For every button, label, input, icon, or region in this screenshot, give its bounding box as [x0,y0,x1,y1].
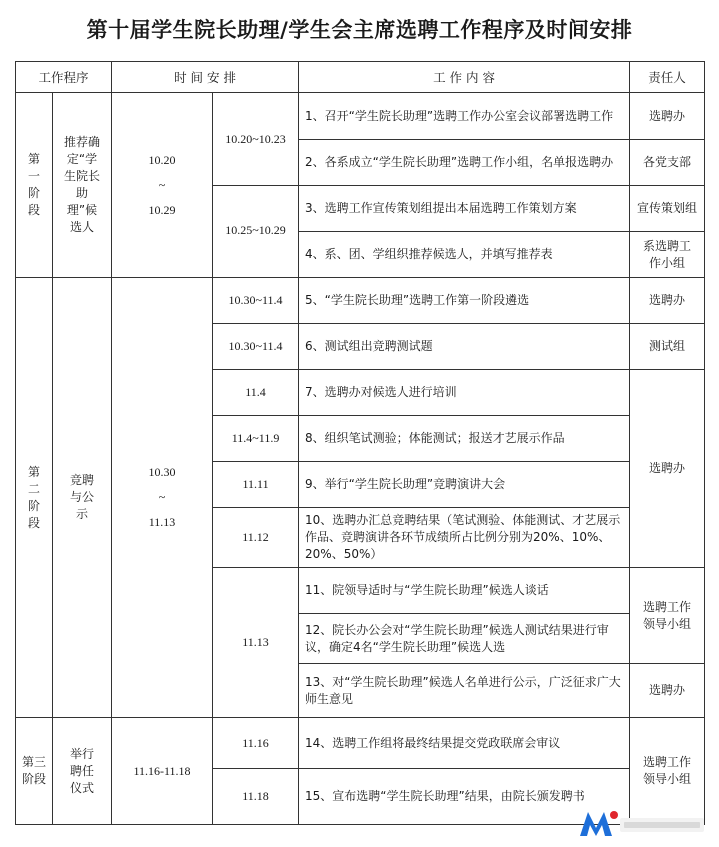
task-content: 1、召开“学生院长助理”选聘工作办公室会议部署选聘工作 [299,93,630,140]
task-content: 6、测试组出竞聘测试题 [299,324,630,370]
stage-period: 10.20 ~ 10.29 [112,93,213,278]
stage-procedure: 举行聘任仪式 [53,718,112,825]
stage-period: 11.16-11.18 [112,718,213,825]
stage-label: 第三阶段 [16,718,53,825]
task-responsible: 各党支部 [630,140,705,186]
task-responsible: 选聘办 [630,370,705,568]
task-date: 10.30~11.4 [213,324,299,370]
stage-label: 第二阶段 [16,278,53,718]
task-content: 12、院长办公会对“学生院长助理”候选人测试结果进行审议，确定4名“学生院长助理”候选人选 [299,614,630,664]
task-content: 7、选聘办对候选人进行培训 [299,370,630,416]
brand-logo-icon [578,806,708,840]
task-responsible: 系选聘工作小组 [630,232,705,278]
stage-period: 10.30 ~ 11.13 [112,278,213,718]
task-content: 9、举行“学生院长助理”竞聘演讲大会 [299,462,630,508]
header-row [16,62,705,93]
task-content: 3、选聘工作宣传策划组提出本届选聘工作策划方案 [299,186,630,232]
header-content: 工 作 内 容 [299,62,630,93]
task-content: 5、“学生院长助理”选聘工作第一阶段遴选 [299,278,630,324]
task-content: 15、宣布选聘“学生院长助理”结果，由院长颁发聘书 [299,769,630,825]
task-responsible: 选聘办 [630,278,705,324]
task-date: 11.12 [213,508,299,568]
task-responsible: 选聘工作领导小组 [630,718,705,825]
schedule-table [15,61,705,825]
task-responsible: 选聘工作领导小组 [630,568,705,664]
task-date: 11.11 [213,462,299,508]
task-date: 11.18 [213,769,299,825]
task-content: 8、组织笔试测验；体能测试；报送才艺展示作品 [299,416,630,462]
task-responsible: 选聘办 [630,664,705,718]
header-procedure: 工作程序 [16,62,112,93]
task-date: 11.4~11.9 [213,416,299,462]
task-date: 11.16 [213,718,299,769]
task-content: 14、选聘工作组将最终结果提交党政联席会审议 [299,718,630,769]
task-content: 11、院领导适时与“学生院长助理”候选人谈话 [299,568,630,614]
table-row [16,718,705,769]
header-schedule: 时 间 安 排 [112,62,299,93]
task-responsible: 宣传策划组 [630,186,705,232]
table-row [16,278,705,324]
task-responsible: 测试组 [630,324,705,370]
page-title: 第十届学生院长助理/学生会主席选聘工作程序及时间安排 [86,18,633,42]
task-responsible: 选聘办 [630,93,705,140]
header-responsible: 责任人 [630,62,705,93]
task-content: 10、选聘办汇总竞聘结果（笔试测验、体能测试、才艺展示作品、竞聘演讲各环节成绩所占比例分别为20%、10%、20%、50%） [299,508,630,568]
task-date: 10.25~10.29 [213,186,299,278]
stage-procedure: 竞聘与公示 [53,278,112,718]
task-content: 4、系、团、学组织推荐候选人，并填写推荐表 [299,232,630,278]
task-date: 11.13 [213,568,299,718]
task-date: 10.20~10.23 [213,93,299,186]
stage-label: 第一阶段 [16,93,53,278]
task-content: 2、各系成立“学生院长助理”选聘工作小组，名单报选聘办 [299,140,630,186]
table-row [16,93,705,140]
task-content: 13、对“学生院长助理”候选人名单进行公示，广泛征求广大师生意见 [299,664,630,718]
stage-procedure: 推荐确定“学生院长助理”候选人 [53,93,112,278]
task-date: 10.30~11.4 [213,278,299,324]
task-date: 11.4 [213,370,299,416]
